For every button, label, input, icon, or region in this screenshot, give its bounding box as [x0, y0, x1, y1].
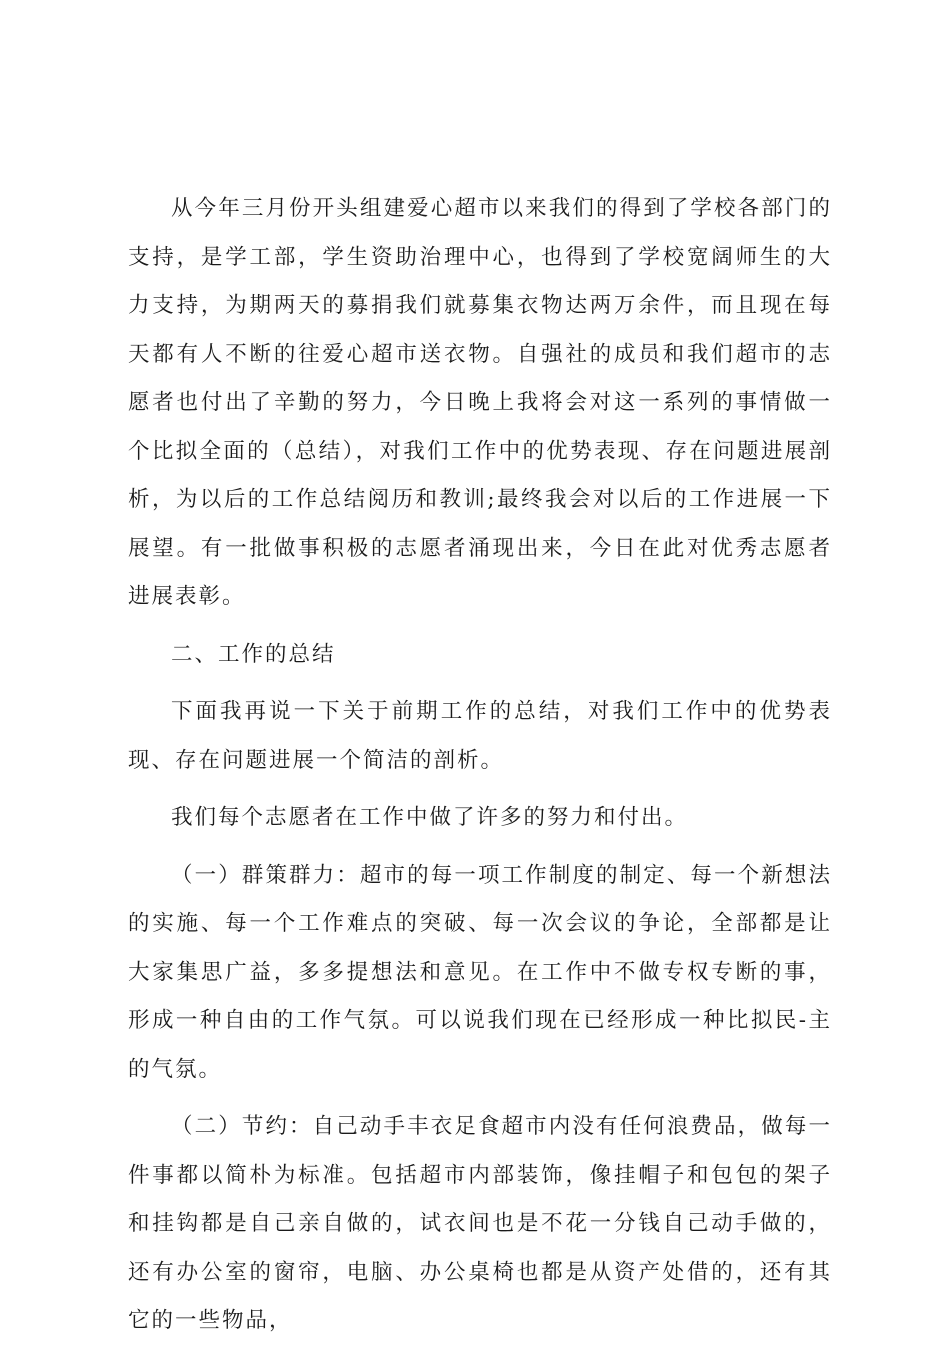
paragraph-volunteer-effort: 我们每个志愿者在工作中做了许多的努力和付出。: [171, 805, 689, 830]
paragraph-point-two: （二）节约：自己动手丰衣足食超市内没有任何浪费品，做每一件事都以简朴为标准。包括超市内部装饰，像挂帽子和包包的架子和挂钩都是自己亲自做的，试衣间也是不花一分钱自己动手做的，还有办公室的窗帘，电脑、办公桌椅也都是从资产处借的，还有其它的一些物品，: [128, 1114, 832, 1333]
paragraph-summary-intro: 下面我再说一下关于前期工作的总结，对我们工作中的优势表现、存在问题进展一个简洁的剖析。: [128, 699, 832, 773]
paragraph-intro: 从今年三月份开头组建爱心超市以来我们的得到了学校各部门的支持，是学工部，学生资助治理中心，也得到了学校宽阔师生的大力支持，为期两天的募捐我们就募集衣物达两万余件，而且现在每天都有人不断的往爱心超市送衣物。自强社的成员和我们超市的志愿者也付出了辛勤的努力，今日晚上我将会对这一系列的事情做一个比拟全面的（总结），对我们工作中的优势表现、存在问题进展剖析，为以后的工作总结阅历和教训;最终我会对以后的工作进展一下展望。有一批做事积极的志愿者涌现出来，今日在此对优秀志愿者进展表彰。: [128, 196, 832, 609]
document-body: [128, 185, 832, 1346]
section-heading-work-summary: 二、工作的总结: [171, 641, 336, 667]
paragraph-point-one: （一）群策群力：超市的每一项工作制度的制定、每一个新想法的实施、每一个工作难点的突破、每一次会议的争论，全部都是让大家集思广益，多多提想法和意见。在工作中不做专权专断的事，形成一种自由的工作气氛。可以说我们现在已经形成一种比拟民-主的气氛。: [128, 862, 832, 1082]
